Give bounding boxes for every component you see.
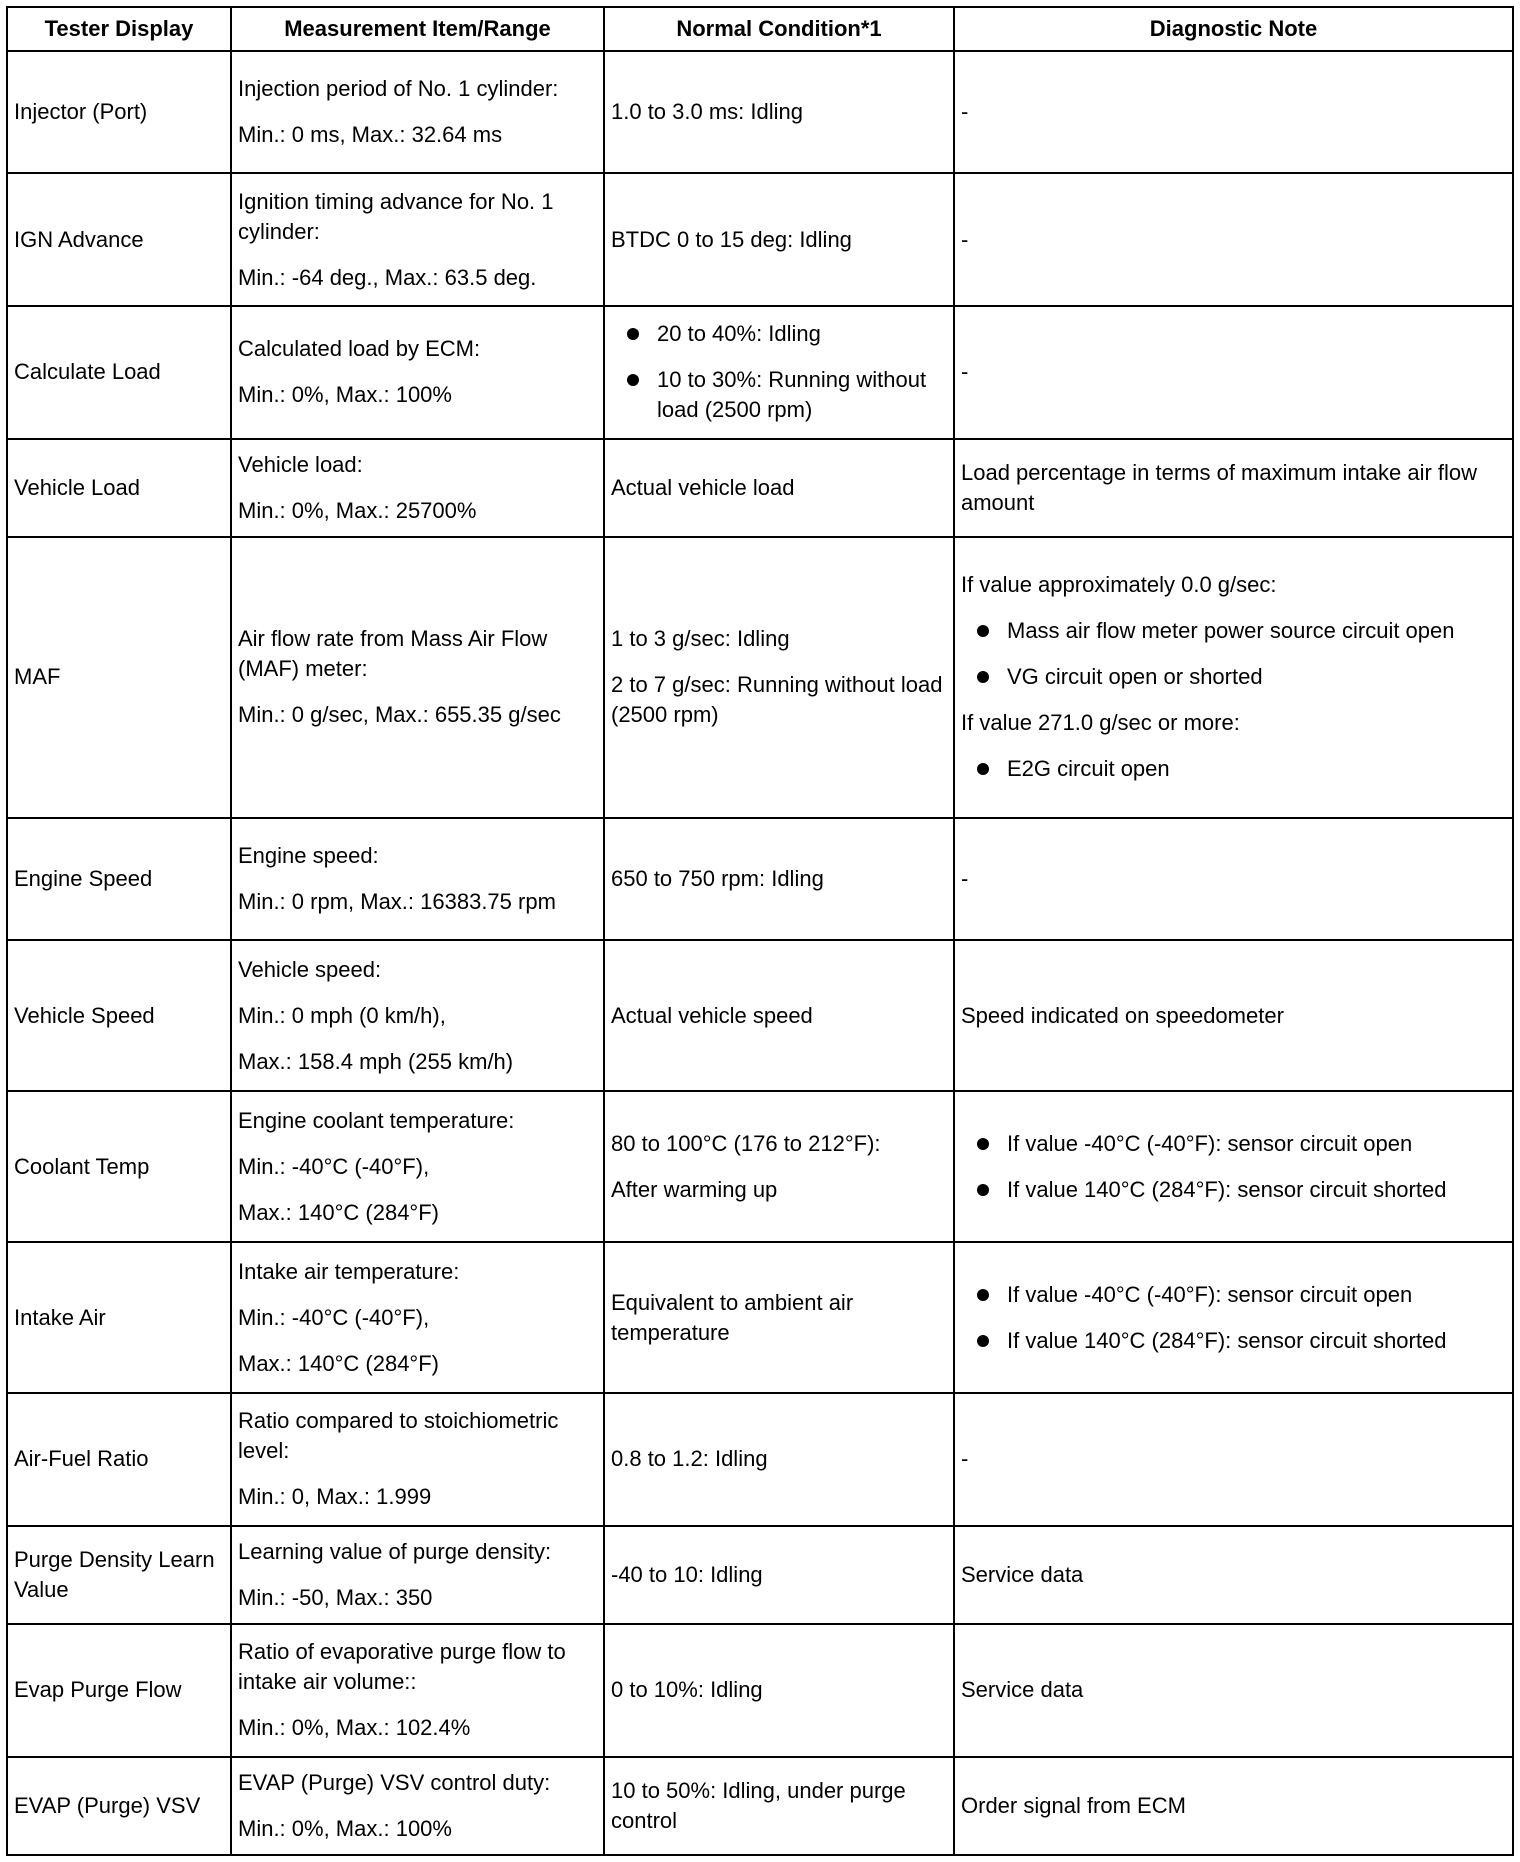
tester-display-cell: Injector (Port) xyxy=(7,51,231,173)
normal-condition-item: 10 to 30%: Running without load (2500 rpm) xyxy=(611,365,947,425)
tester-display-cell: Engine Speed xyxy=(7,818,231,940)
table-header xyxy=(7,7,1513,51)
normal-condition-cell: Actual vehicle load xyxy=(604,439,954,537)
diagnostic-note-cell: - xyxy=(954,173,1513,306)
note-list xyxy=(961,754,1506,784)
note-list xyxy=(961,1280,1506,1356)
diagnostic-note-cell: Service data xyxy=(954,1526,1513,1624)
normal-condition-line: 1 to 3 g/sec: Idling xyxy=(611,626,790,652)
data-list-table xyxy=(6,6,1514,1856)
normal-condition-line: 2 to 7 g/sec: Running without load (2500 rpm) xyxy=(611,672,943,728)
measurement-range: Min.: 0 rpm, Max.: 16383.75 rpm xyxy=(238,889,556,915)
diagnostic-note-cell: - xyxy=(954,306,1513,439)
normal-condition-line: 80 to 100°C (176 to 212°F): xyxy=(611,1130,881,1156)
header-measurement-item: Measurement Item/Range xyxy=(231,7,604,51)
table-row xyxy=(7,537,1513,818)
measurement-range: Max.: 158.4 mph (255 km/h) xyxy=(238,1048,514,1074)
measurement-range: Min.: -40°C (-40°F), xyxy=(238,1304,430,1330)
tester-display-cell: Intake Air xyxy=(7,1242,231,1393)
diagnostic-note-cell: Service data xyxy=(954,1624,1513,1757)
note-list xyxy=(961,616,1506,692)
note-item: E2G circuit open xyxy=(961,754,1506,784)
tester-display-cell: Purge Density Learn Value xyxy=(7,1526,231,1624)
table-row xyxy=(7,818,1513,940)
measurement-cell xyxy=(231,1757,604,1855)
tester-display-cell: MAF xyxy=(7,537,231,818)
header-row xyxy=(7,7,1513,51)
measurement-range: Min.: 0 ms, Max.: 32.64 ms xyxy=(238,122,503,148)
note-item: If value -40°C (-40°F): sensor circuit open xyxy=(961,1280,1506,1310)
table-row xyxy=(7,1091,1513,1242)
measurement-cell xyxy=(231,439,604,537)
note-item: If value 140°C (284°F): sensor circuit shorted xyxy=(961,1326,1506,1356)
measurement-range: Max.: 140°C (284°F) xyxy=(238,1350,439,1376)
measurement-text: Air flow rate from Mass Air Flow (MAF) meter: xyxy=(238,626,548,682)
measurement-text: Intake air temperature: xyxy=(238,1258,460,1284)
table-row xyxy=(7,1393,1513,1526)
header-diagnostic-note: Diagnostic Note xyxy=(954,7,1513,51)
measurement-cell xyxy=(231,1526,604,1624)
note-intro: If value approximately 0.0 g/sec: xyxy=(961,572,1277,598)
measurement-cell xyxy=(231,1393,604,1526)
normal-condition-cell: -40 to 10: Idling xyxy=(604,1526,954,1624)
table-row xyxy=(7,306,1513,439)
normal-condition-cell xyxy=(604,537,954,818)
note-item: Mass air flow meter power source circuit open xyxy=(961,616,1506,646)
normal-condition-cell: Equivalent to ambient air temperature xyxy=(604,1242,954,1393)
measurement-range: Max.: 140°C (284°F) xyxy=(238,1199,439,1225)
measurement-cell xyxy=(231,940,604,1091)
header-tester-display: Tester Display xyxy=(7,7,231,51)
normal-condition-cell: 0 to 10%: Idling xyxy=(604,1624,954,1757)
tester-display-cell: IGN Advance xyxy=(7,173,231,306)
measurement-text: Vehicle load: xyxy=(238,451,363,477)
measurement-text: Engine speed: xyxy=(238,843,379,869)
normal-condition-cell: 650 to 750 rpm: Idling xyxy=(604,818,954,940)
measurement-range: Min.: 0%, Max.: 25700% xyxy=(238,497,477,523)
table-row xyxy=(7,1757,1513,1855)
note-item: If value -40°C (-40°F): sensor circuit open xyxy=(961,1129,1506,1159)
header-normal-condition: Normal Condition*1 xyxy=(604,7,954,51)
measurement-text: Ignition timing advance for No. 1 cylinder: xyxy=(238,188,554,244)
diagnostic-note-cell: - xyxy=(954,51,1513,173)
measurement-range: Min.: 0 g/sec, Max.: 655.35 g/sec xyxy=(238,702,561,728)
normal-condition-cell: 0.8 to 1.2: Idling xyxy=(604,1393,954,1526)
table-row xyxy=(7,439,1513,537)
table-row xyxy=(7,1624,1513,1757)
normal-condition-cell xyxy=(604,1091,954,1242)
diagnostic-note-cell: - xyxy=(954,1393,1513,1526)
note-list xyxy=(961,1129,1506,1205)
tester-display-cell: Evap Purge Flow xyxy=(7,1624,231,1757)
measurement-cell xyxy=(231,51,604,173)
measurement-text: EVAP (Purge) VSV control duty: xyxy=(238,1769,551,1795)
measurement-range: Min.: 0%, Max.: 102.4% xyxy=(238,1715,471,1741)
measurement-range: Min.: 0, Max.: 1.999 xyxy=(238,1484,432,1510)
measurement-cell xyxy=(231,173,604,306)
measurement-range: Min.: 0%, Max.: 100% xyxy=(238,382,452,408)
note-item: VG circuit open or shorted xyxy=(961,662,1506,692)
table-row xyxy=(7,173,1513,306)
measurement-cell xyxy=(231,818,604,940)
measurement-text: Injection period of No. 1 cylinder: xyxy=(238,76,559,102)
measurement-range: Min.: -40°C (-40°F), xyxy=(238,1153,430,1179)
diagnostic-note-cell: - xyxy=(954,818,1513,940)
measurement-range: Min.: -64 deg., Max.: 63.5 deg. xyxy=(238,264,537,290)
normal-condition-cell: 1.0 to 3.0 ms: Idling xyxy=(604,51,954,173)
diagnostic-note-cell xyxy=(954,1242,1513,1393)
measurement-cell xyxy=(231,1091,604,1242)
measurement-cell xyxy=(231,1624,604,1757)
diagnostic-note-cell: Load percentage in terms of maximum intake air flow amount xyxy=(954,439,1513,537)
table-row xyxy=(7,1526,1513,1624)
diagnostic-note-cell xyxy=(954,537,1513,818)
diagnostic-note-cell: Speed indicated on speedometer xyxy=(954,940,1513,1091)
measurement-text: Learning value of purge density: xyxy=(238,1538,552,1564)
measurement-cell xyxy=(231,537,604,818)
tester-display-cell: Vehicle Load xyxy=(7,439,231,537)
measurement-cell xyxy=(231,1242,604,1393)
table-row xyxy=(7,1242,1513,1393)
measurement-range: Min.: -50, Max.: 350 xyxy=(238,1584,433,1610)
normal-condition-cell: BTDC 0 to 15 deg: Idling xyxy=(604,173,954,306)
normal-condition-line: After warming up xyxy=(611,1176,778,1202)
measurement-text: Vehicle speed: xyxy=(238,956,382,982)
tester-display-cell: Vehicle Speed xyxy=(7,940,231,1091)
table-row xyxy=(7,940,1513,1091)
tester-display-cell: Calculate Load xyxy=(7,306,231,439)
tester-display-cell: EVAP (Purge) VSV xyxy=(7,1757,231,1855)
tester-display-cell: Air-Fuel Ratio xyxy=(7,1393,231,1526)
measurement-cell xyxy=(231,306,604,439)
table-body xyxy=(7,51,1513,1855)
tester-display-cell: Coolant Temp xyxy=(7,1091,231,1242)
normal-condition-cell xyxy=(604,306,954,439)
note-item: If value 140°C (284°F): sensor circuit shorted xyxy=(961,1175,1506,1205)
measurement-range: Min.: 0%, Max.: 100% xyxy=(238,1815,452,1841)
measurement-text: Calculated load by ECM: xyxy=(238,336,481,362)
diagnostic-note-cell xyxy=(954,1091,1513,1242)
measurement-text: Engine coolant temperature: xyxy=(238,1107,515,1133)
normal-condition-list xyxy=(611,319,947,425)
note-intro: If value 271.0 g/sec or more: xyxy=(961,710,1240,736)
measurement-text: Ratio of evaporative purge flow to intake air volume:: xyxy=(238,1639,566,1695)
normal-condition-cell: 10 to 50%: Idling, under purge control xyxy=(604,1757,954,1855)
diagnostic-note-cell: Order signal from ECM xyxy=(954,1757,1513,1855)
normal-condition-item: 20 to 40%: Idling xyxy=(611,319,947,349)
normal-condition-cell: Actual vehicle speed xyxy=(604,940,954,1091)
table-row xyxy=(7,51,1513,173)
measurement-range: Min.: 0 mph (0 km/h), xyxy=(238,1002,446,1028)
measurement-text: Ratio compared to stoichiometric level: xyxy=(238,1408,559,1464)
